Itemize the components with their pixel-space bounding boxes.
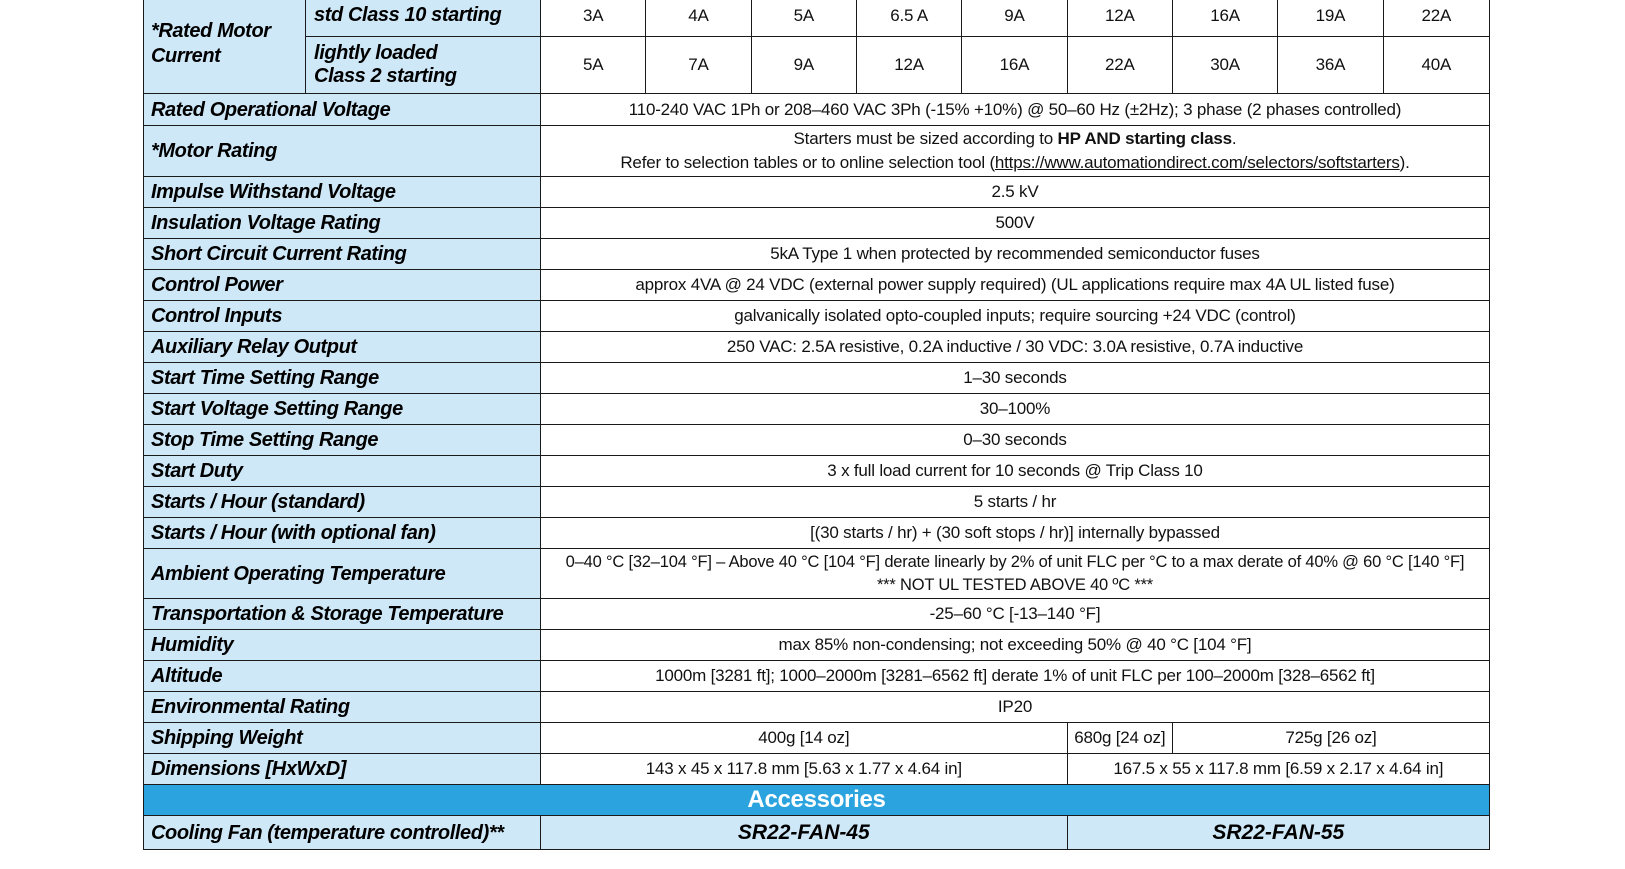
table-row	[144, 723, 1490, 754]
specifications-table	[143, 0, 1490, 850]
control-inputs-label: Control Inputs	[144, 301, 541, 332]
ambient-value	[540, 549, 1489, 599]
dimensions-value-b: 167.5 x 55 x 117.8 mm [6.59 x 2.17 x 4.64 in]	[1067, 754, 1489, 785]
storage-label: Transportation & Storage Temperature	[144, 599, 541, 630]
selection-text: Refer to selection tables or to online selection tool (	[620, 153, 995, 172]
light-class-label	[306, 37, 541, 94]
aux-relay-label: Auxiliary Relay Output	[144, 332, 541, 363]
table-row	[144, 394, 1490, 425]
std-current-8: 19A	[1278, 0, 1383, 37]
env-rating-label: Environmental Rating	[144, 692, 541, 723]
table-row	[144, 425, 1490, 456]
impulse-label: Impulse Withstand Voltage	[144, 177, 541, 208]
light-current-4: 12A	[856, 37, 961, 94]
rated-voltage-value: 110-240 VAC 1Ph or 208–460 VAC 3Ph (-15% +10%) @ 50–60 Hz (±2Hz); 3 phase (2 phases controlled)	[540, 94, 1489, 126]
spec-sheet	[143, 0, 1490, 850]
light-current-9: 40A	[1383, 37, 1489, 94]
aux-relay-value: 250 VAC: 2.5A resistive, 0.2A inductive / 30 VDC: 3.0A resistive, 0.7A inductive	[540, 332, 1489, 363]
light-class-line2: Class 2 starting	[314, 65, 457, 87]
ambient-line2: *** NOT UL TESTED ABOVE 40 ºC ***	[876, 575, 1154, 594]
light-current-3: 9A	[751, 37, 856, 94]
starts-std-value: 5 starts / hr	[540, 487, 1489, 518]
table-row	[144, 487, 1490, 518]
table-row	[144, 239, 1490, 270]
table-row	[144, 0, 1490, 37]
light-current-7: 30A	[1172, 37, 1277, 94]
dimensions-label: Dimensions [HxWxD]	[144, 754, 541, 785]
weight-value-b: 680g [24 oz]	[1067, 723, 1172, 754]
short-circuit-value: 5kA Type 1 when protected by recommended semiconductor fuses	[540, 239, 1489, 270]
table-row	[144, 599, 1490, 630]
dimensions-value-a: 143 x 45 x 117.8 mm [5.63 x 1.77 x 4.64 in]	[540, 754, 1067, 785]
control-power-value: approx 4VA @ 24 VDC (external power supply required) (UL applications require max 4A UL listed fuse)	[540, 270, 1489, 301]
light-current-2: 7A	[646, 37, 751, 94]
insulation-label: Insulation Voltage Rating	[144, 208, 541, 239]
std-current-6: 12A	[1067, 0, 1172, 37]
starts-std-label: Starts / Hour (standard)	[144, 487, 541, 518]
short-circuit-label: Short Circuit Current Rating	[144, 239, 541, 270]
humidity-value: max 85% non-condensing; not exceeding 50% @ 40 °C [104 °F]	[540, 630, 1489, 661]
table-row	[144, 208, 1490, 239]
std-current-2: 4A	[646, 0, 751, 37]
light-current-6: 22A	[1067, 37, 1172, 94]
table-row	[144, 126, 1490, 177]
std-current-7: 16A	[1172, 0, 1277, 37]
light-current-5: 16A	[962, 37, 1067, 94]
fan-model-b: SR22-FAN-55	[1067, 816, 1489, 850]
fan-model-a: SR22-FAN-45	[540, 816, 1067, 850]
table-row	[144, 363, 1490, 394]
table-row	[144, 661, 1490, 692]
table-row	[144, 37, 1490, 94]
table-row	[144, 692, 1490, 723]
stop-time-value: 0–30 seconds	[540, 425, 1489, 456]
table-row	[144, 332, 1490, 363]
start-time-value: 1–30 seconds	[540, 363, 1489, 394]
weight-value-a: 400g [14 oz]	[540, 723, 1067, 754]
std-current-3: 5A	[751, 0, 856, 37]
motor-rating-emphasis: HP AND starting class	[1057, 129, 1232, 148]
control-inputs-value: galvanically isolated opto-coupled inputs; require sourcing +24 VDC (control)	[540, 301, 1489, 332]
accessories-header: Accessories	[144, 785, 1490, 816]
motor-rating-text: Starters must be sized according to	[793, 129, 1058, 148]
start-voltage-value: 30–100%	[540, 394, 1489, 425]
motor-rating-label: *Motor Rating	[144, 126, 541, 177]
starts-fan-value: [(30 starts / hr) + (30 soft stops / hr)] internally bypassed	[540, 518, 1489, 549]
rated-voltage-label: Rated Operational Voltage	[144, 94, 541, 126]
start-duty-label: Start Duty	[144, 456, 541, 487]
env-rating-value: IP20	[540, 692, 1489, 723]
start-time-label: Start Time Setting Range	[144, 363, 541, 394]
std-current-9: 22A	[1383, 0, 1489, 37]
table-row	[144, 518, 1490, 549]
table-row	[144, 94, 1490, 126]
light-current-8: 36A	[1278, 37, 1383, 94]
table-row	[144, 177, 1490, 208]
table-row	[144, 549, 1490, 599]
table-row	[144, 630, 1490, 661]
stop-time-label: Stop Time Setting Range	[144, 425, 541, 456]
start-voltage-label: Start Voltage Setting Range	[144, 394, 541, 425]
std-class-label: std Class 10 starting	[306, 0, 541, 37]
starts-fan-label: Starts / Hour (with optional fan)	[144, 518, 541, 549]
table-row	[144, 456, 1490, 487]
motor-rating-period: .	[1231, 129, 1237, 148]
table-row	[144, 754, 1490, 785]
ambient-line1: 0–40 °C [32–104 °F] – Above 40 °C [104 °F] derate linearly by 2% of unit FLC per °C to a max derate of 40% @ 60 °C [140 °F]	[565, 552, 1465, 571]
ambient-label: Ambient Operating Temperature	[144, 549, 541, 599]
control-power-label: Control Power	[144, 270, 541, 301]
storage-value: -25–60 °C [-13–140 °F]	[540, 599, 1489, 630]
table-row	[144, 785, 1490, 816]
selection-text-end: ).	[1399, 153, 1410, 172]
table-row	[144, 816, 1490, 850]
std-current-1: 3A	[540, 0, 645, 37]
impulse-value: 2.5 kV	[540, 177, 1489, 208]
selection-tool-link[interactable]: https://www.automationdirect.com/selectors/softstarters	[994, 153, 1400, 172]
table-row	[144, 301, 1490, 332]
table-row	[144, 270, 1490, 301]
start-duty-value: 3 x full load current for 10 seconds @ Trip Class 10	[540, 456, 1489, 487]
altitude-label: Altitude	[144, 661, 541, 692]
std-current-4: 6.5 A	[856, 0, 961, 37]
weight-label: Shipping Weight	[144, 723, 541, 754]
cooling-fan-label: Cooling Fan (temperature controlled)**	[144, 816, 541, 850]
rated-motor-current-label: *Rated Motor Current	[144, 0, 306, 94]
light-current-1: 5A	[540, 37, 645, 94]
weight-value-c: 725g [26 oz]	[1172, 723, 1489, 754]
motor-rating-value	[540, 126, 1489, 177]
insulation-value: 500V	[540, 208, 1489, 239]
light-class-line1: lightly loaded	[314, 42, 438, 64]
altitude-value: 1000m [3281 ft]; 1000–2000m [3281–6562 ft] derate 1% of unit FLC per 100–2000m [328–6562 ft]	[540, 661, 1489, 692]
humidity-label: Humidity	[144, 630, 541, 661]
std-current-5: 9A	[962, 0, 1067, 37]
